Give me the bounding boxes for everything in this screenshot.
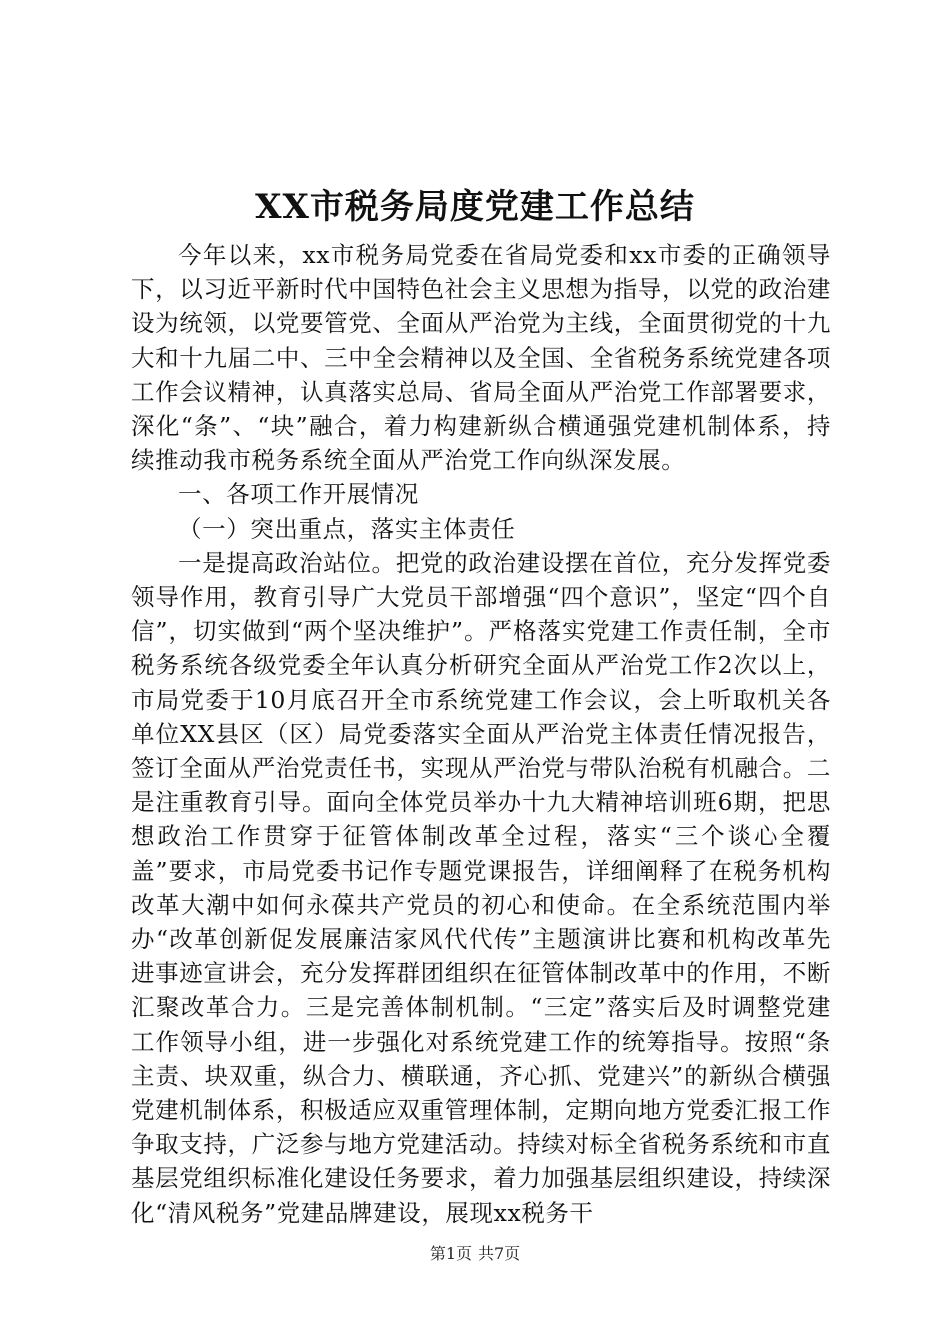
body-paragraph: 一是提高政治站位。把党的政治建设摆在首位，充分发挥党委领导作用，教育引导广大党员干部增强“四个意识”，坚定“四个自信”，切实做到“两个坚决维护”。严格落实党建工作责任制，全市税务系统各级党委全年认真分析研究全面从严治党工作2次以上，市局党委于10月底召开全市系统党建工作会议，会上听取机关各单位XX县区（区）局党委落实全面从严治党主体责任情况报告，签订全面从严治党责任书，实现从严治党与带队治税有机融合。二是注重教育引导。面向全体党员举办十九大精神培训班6期，把思想政治工作贯穿于征管体制改革全过程，落实“三个谈心全覆盖”要求，市局党委书记作专题党课报告，详细阐释了在税务机构改革大潮中如何永葆共产党员的初心和使命。在全系统范围内举办“改革创新促发展廉洁家风代代传”主题演讲比赛和机构改革先进事迹宣讲会，充分发挥群团组织在征管体制改革中的作用，不断汇聚改革合力。三是完善体制机制。“三定”落实后及时调整党建工作领导小组，进一步强化对系统党建工作的统筹指导。按照“条主责、块双重，纵合力、横联通，齐心抓、党建兴”的新纵合横强党建机制体系，积极适应双重管理体制，定期向地方党委汇报工作争取支持，广泛参与地方党建活动。持续对标全省税务系统和市直基层党组织标准化建设任务要求，着力加强基层组织建设，持续深化“清风税务”党建品牌建设，展现xx税务干 [131,548,831,1227]
subsection-heading: （一）突出重点，落实主体责任 [178,514,516,543]
page-total: 共7页 [478,1244,521,1263]
document-title: XX市税务局度党建工作总结 [255,187,695,227]
section-heading: 一、各项工作开展情况 [178,480,419,509]
page-number: 第1页 [429,1244,472,1263]
page-footer [0,1243,950,1265]
document-body [131,238,831,1230]
intro-paragraph: 今年以来，xx市税务局党委在省局党委和xx市委的正确领导下，以习近平新时代中国特色社会主义思想为指导，以党的政治建设为统领，以党要管党、全面从严治党为主线，全面贯彻党的十九大和十九届二中、三中全会精神以及全国、全省税务系统党建各项工作会议精神，认真落实总局、省局全面从严治党工作部署要求，深化“条”、“块”融合，着力构建新纵合横通强党建机制体系，持续推动我市税务系统全面从严治党工作向纵深发展。 [131,241,831,475]
